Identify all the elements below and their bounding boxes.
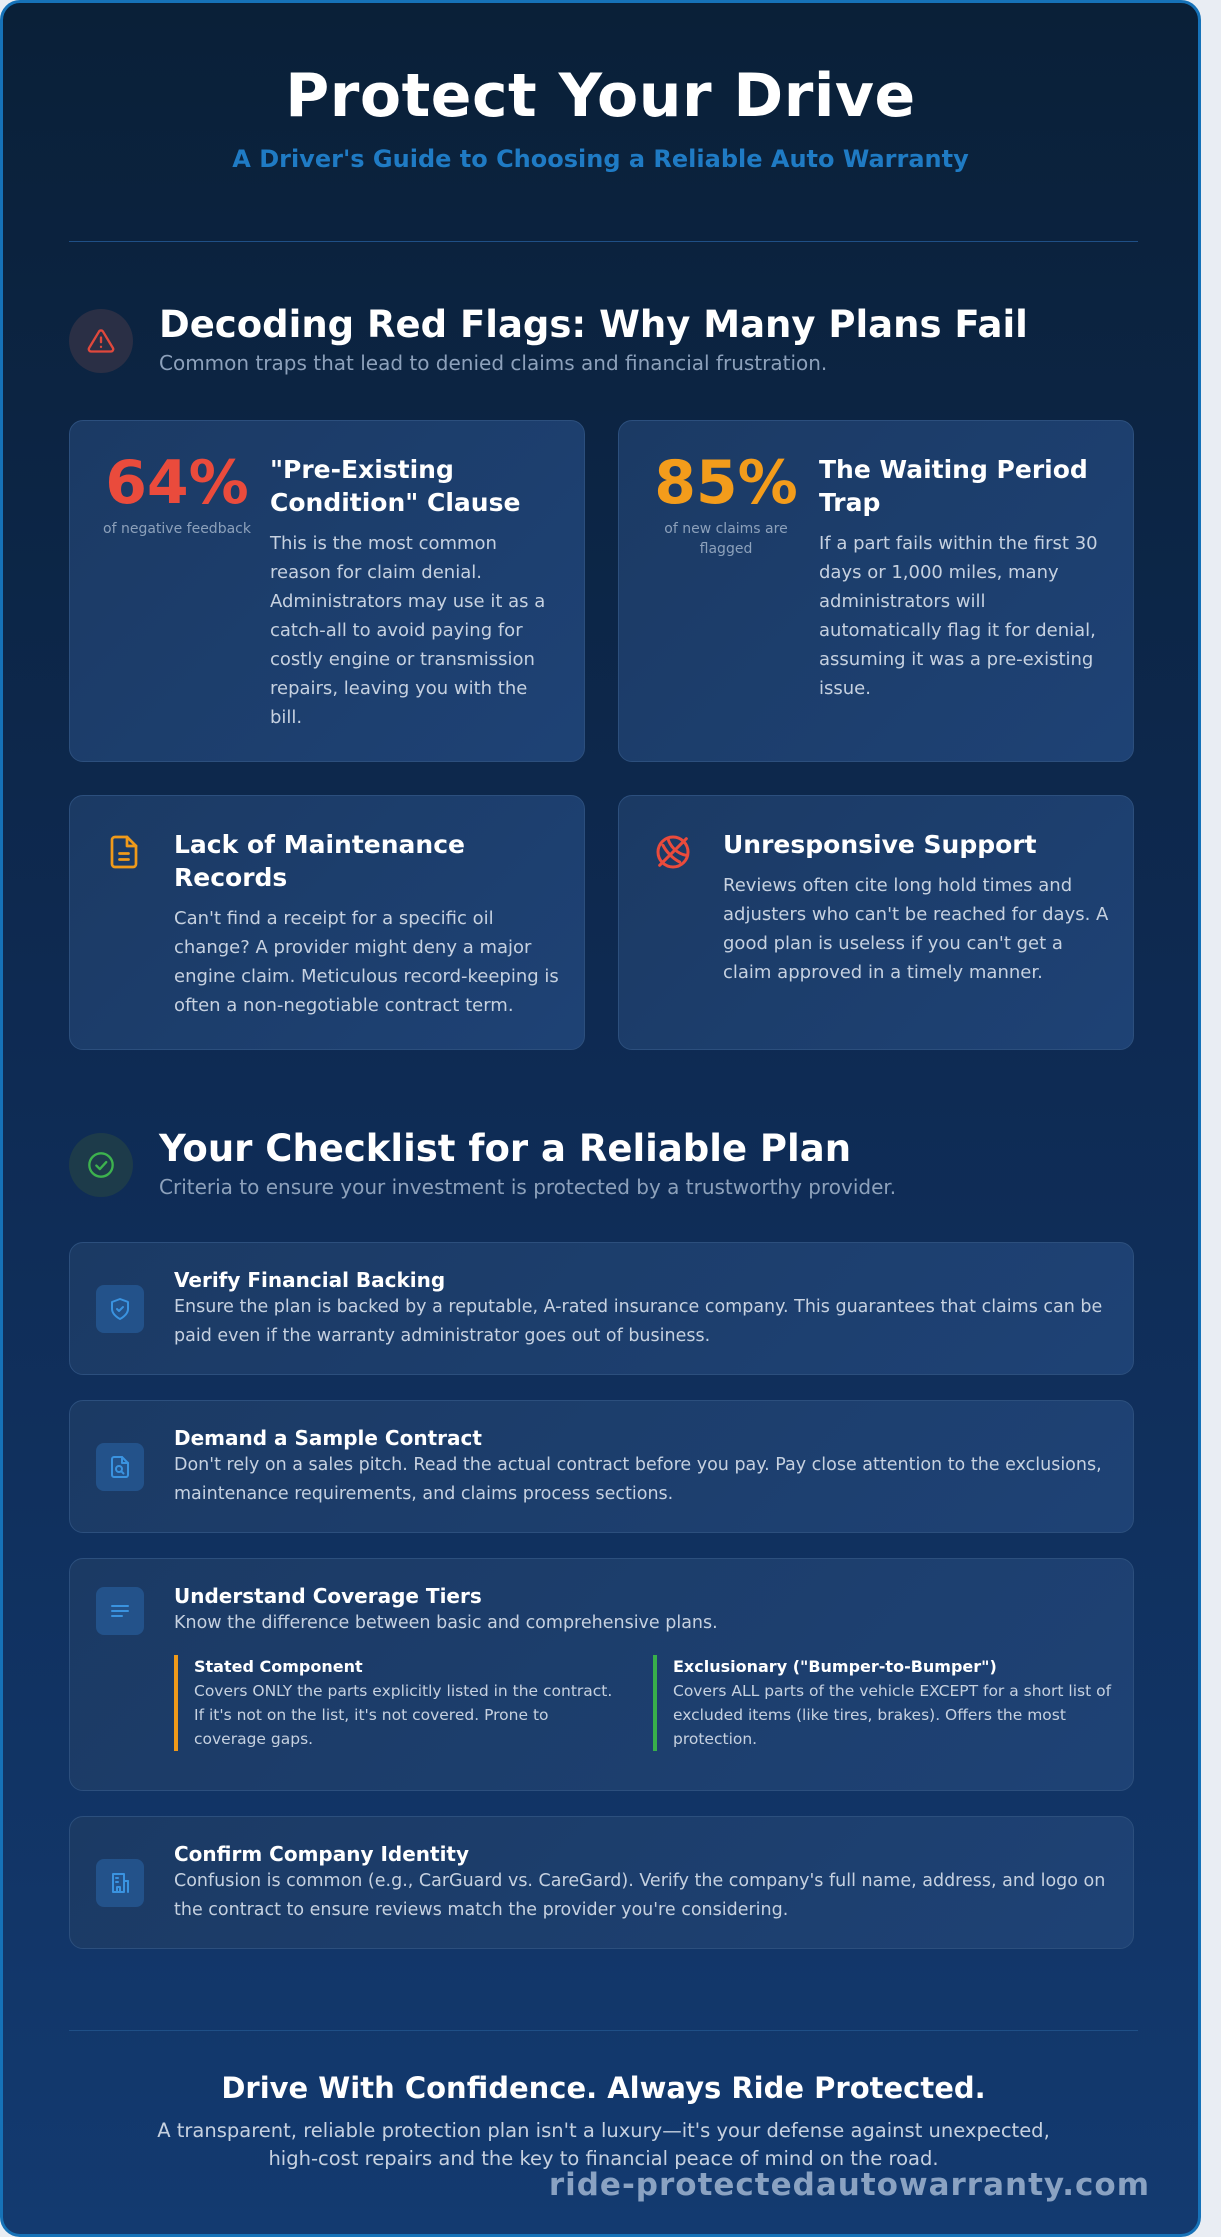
list-icon — [96, 1587, 144, 1635]
stat-block — [651, 448, 801, 559]
stat-block — [102, 448, 252, 539]
card-body: This is the most common reason for claim denial. Administrators may use it as a catch-all to avoid paying for costly engine or transmission repairs, leaving you with the bill. — [270, 533, 546, 728]
item-body: Confusion is common (e.g., CarGuard vs. CareGard). Verify the company's full name, address, and logo on the contract to ensure reviews match the provider you're considering. — [174, 1871, 1106, 1920]
card-body: Can't find a receipt for a specific oil change? A provider might deny a major engine claim. Meticulous record-keeping is often a non-negotiable contract term. — [174, 908, 559, 1016]
card-title: Lack of Maintenance Records — [174, 830, 465, 892]
hero — [3, 3, 1198, 173]
divider — [69, 241, 1138, 242]
item-body: Don't rely on a sales pitch. Read the actual contract before you pay. Pay close attention to the exclusions, maintenance requirements, and claims process sections. — [174, 1455, 1102, 1504]
checklist-item-sample-contract — [69, 1400, 1134, 1533]
card-title: Unresponsive Support — [723, 830, 1037, 859]
tier-title: Exclusionary ("Bumper-to-Bumper") — [673, 1657, 997, 1676]
stat-label: of new claims are flagged — [664, 521, 788, 557]
item-title: Demand a Sample Contract — [174, 1426, 482, 1450]
checklist-title: Your Checklist for a Reliable Plan — [159, 1127, 852, 1170]
flag-card-waiting-period — [618, 420, 1134, 762]
divider — [69, 2030, 1138, 2031]
item-title: Understand Coverage Tiers — [174, 1584, 482, 1608]
item-title: Confirm Company Identity — [174, 1842, 470, 1866]
tier-exclusionary — [653, 1655, 1113, 1751]
item-body: Ensure the plan is backed by a reputable, A-rated insurance company. This guarantees that claims can be paid even if the warranty administrator goes out of business. — [174, 1297, 1103, 1346]
item-body: Know the difference between basic and comprehensive plans. — [174, 1613, 718, 1633]
tier-title: Stated Component — [194, 1657, 363, 1676]
checklist-description: Criteria to ensure your investment is protected by a trustworthy provider. — [159, 1175, 897, 1199]
website-domain: ride-protectedautowarranty.com — [548, 2167, 1150, 2203]
card-title: "Pre-Existing Condition" Clause — [270, 455, 521, 517]
card-body: If a part fails within the first 30 days or 1,000 miles, many administrators will automatically flag it for denial, assuming it was a pre-existing issue. — [819, 533, 1098, 699]
tier-body: Covers ONLY the parts explicitly listed in the contract. If it's not on the list, it's not covered. Prone to coverage gaps. — [194, 1682, 613, 1748]
footer-title: Drive With Confidence. Always Ride Protected. — [221, 2071, 986, 2105]
checklist-item-company-identity — [69, 1816, 1134, 1949]
item-title: Verify Financial Backing — [174, 1268, 446, 1292]
building-icon — [96, 1859, 144, 1907]
file-search-icon — [96, 1443, 144, 1491]
card-body: Reviews often cite long hold times and adjusters who can't be reached for days. A good plan is useless if you can't get a claim approved in a timely manner. — [723, 875, 1109, 983]
phone-off-icon — [653, 832, 693, 872]
footer — [3, 2071, 1201, 2173]
check-circle-icon — [69, 1133, 133, 1197]
page-title: Protect Your Drive — [285, 61, 916, 131]
page-subtitle: A Driver's Guide to Choosing a Reliable Auto Warranty — [232, 145, 969, 173]
stat-value: 85% — [654, 448, 798, 518]
shield-check-icon — [96, 1285, 144, 1333]
flag-card-maintenance — [69, 795, 585, 1050]
checklist-item-financial-backing — [69, 1242, 1134, 1375]
red-flags-title: Decoding Red Flags: Why Many Plans Fail — [159, 303, 1028, 346]
red-flags-description: Common traps that lead to denied claims and financial frustration. — [159, 351, 828, 375]
flag-card-pre-existing — [69, 420, 585, 762]
tier-stated-component — [174, 1655, 614, 1751]
document-icon — [104, 832, 144, 872]
tier-body: Covers ALL parts of the vehicle EXCEPT for a short list of excluded items (like tires, brakes). Offers the most protection. — [673, 1682, 1112, 1748]
flag-card-support — [618, 795, 1134, 1050]
warning-triangle-icon — [69, 309, 133, 373]
card-title: The Waiting Period Trap — [819, 455, 1088, 517]
stat-label: of negative feedback — [103, 521, 251, 537]
footer-body: A transparent, reliable protection plan isn't a luxury—it's your defense against unexpected, high-cost repairs and the key to financial peace of mind on the road. — [157, 2119, 1050, 2170]
stat-value: 64% — [105, 448, 249, 518]
checklist-item-coverage-tiers — [69, 1558, 1134, 1791]
